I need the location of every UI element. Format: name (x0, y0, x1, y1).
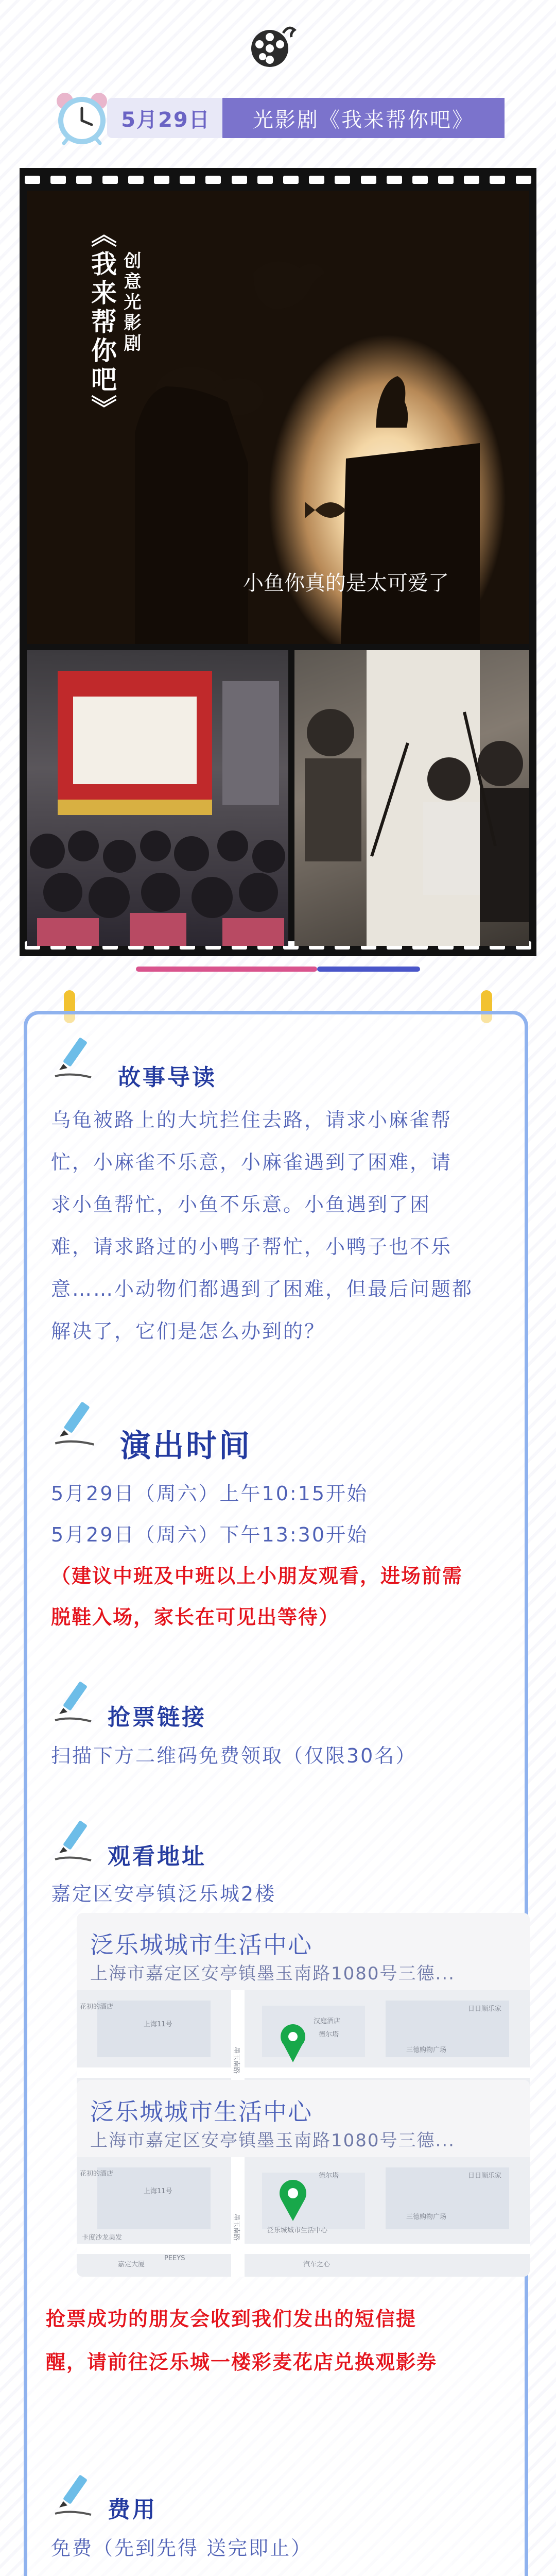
entry-notice: （建议中班及中班以上小朋友观看，进场前需 脱鞋入场，家长在可见出等待） (51, 1565, 463, 1629)
fee-text: 免费（先到先得 送完即止） (51, 2537, 312, 2560)
poster-caption: 小鱼你真的是太可爱了 (243, 571, 449, 595)
map-card-1[interactable] (77, 1913, 530, 2098)
svg-text:日日顺乐家: 日日顺乐家 (468, 2005, 502, 2013)
shadow-play-poster-image (27, 191, 529, 644)
fee-title: 费用 (108, 2497, 157, 2523)
svg-text:墨玉南路: 墨玉南路 (232, 2047, 240, 2074)
event-info-card (24, 1011, 528, 2576)
svg-text:泛乐城城市生活中心: 泛乐城城市生活中心 (267, 2227, 328, 2234)
showtime-list: 5月29日（周六）上午10:15开始 5月29日（周六）下午13:30开始 (51, 1482, 369, 1546)
tickets-text: 扫描下方二维码免费领取（仅限30名） (51, 1744, 417, 1767)
performers-backstage-photo (294, 650, 529, 946)
divider-pink (136, 967, 317, 972)
pencil-icon (53, 1818, 95, 1865)
pencil-icon (53, 1035, 95, 1081)
map-venue-address: 上海市嘉定区安亭镇墨玉南路1080号三德... (90, 1963, 455, 1984)
svg-text:PEEYS: PEEYS (164, 2255, 185, 2262)
svg-text:日日顺乐家: 日日顺乐家 (468, 2172, 502, 2180)
map-venue-name: 泛乐城城市生活中心 (90, 1931, 312, 1959)
pencil-icon (53, 1679, 95, 1725)
story-text: 乌龟被路上的大坑拦住去路，请求小麻雀帮 忙，小麻雀不乐意，小麻雀遇到了困难，请 求小鱼帮忙，小鱼不乐意。小鱼遇到了困 难，请求路过的小鸭子帮忙，小鸭子也不乐 意……小动物们都遇到了困难，但最后问题都 解决了，它们是怎么办到的？ (51, 1109, 474, 1343)
svg-text:汽车之心: 汽车之心 (303, 2261, 331, 2268)
sms-exchange-notice: 抢票成功的朋友会收到我们发出的短信提 醒，请前往泛乐城一楼彩麦花店兑换观影券 (46, 2308, 438, 2374)
date-badge: 5月29日 (107, 98, 224, 138)
svg-text:墨玉南路: 墨玉南路 (232, 2214, 240, 2241)
tickets-title: 抢票链接 (108, 1704, 206, 1731)
svg-text:汉庭酒店: 汉庭酒店 (314, 2018, 341, 2025)
svg-text:德尔塔: 德尔塔 (319, 2031, 339, 2039)
show-title: 光影剧《我来帮你吧》 (222, 98, 505, 138)
svg-text:花初的酒店: 花初的酒店 (80, 2003, 114, 2011)
venue-address-text: 嘉定区安亭镇泛乐城2楼 (51, 1883, 276, 1905)
filmstrip-gallery (20, 168, 536, 956)
svg-text:卡度沙龙美发: 卡度沙龙美发 (82, 2234, 123, 2242)
venue-title: 观看地址 (108, 1843, 206, 1870)
poster-vertical-subtitle: 创意光影剧 (120, 251, 141, 354)
svg-text:上海11号: 上海11号 (144, 2188, 172, 2195)
audience-stage-photo (27, 650, 288, 946)
svg-text:三德购物广场: 三德购物广场 (406, 2213, 447, 2221)
story-title: 故事导读 (118, 1064, 217, 1091)
svg-text:嘉定大厦: 嘉定大厦 (118, 2261, 145, 2268)
map-venue-name: 泛乐城城市生活中心 (90, 2098, 312, 2126)
map-card-2[interactable] (77, 2080, 530, 2277)
svg-text:三德购物广场: 三德购物广场 (406, 2046, 447, 2054)
poster-vertical-title: 《我来帮你吧》 (87, 222, 117, 423)
date-title-row (51, 88, 505, 149)
showtime-title: 演出时间 (120, 1428, 252, 1464)
film-reel-icon (246, 20, 300, 73)
svg-text:花初的酒店: 花初的酒店 (80, 2170, 114, 2178)
pencil-icon (53, 1396, 98, 1452)
film-perforations-top (20, 171, 536, 189)
map-preview (77, 2157, 530, 2277)
alarm-clock-icon (51, 88, 112, 148)
divider-blue (317, 967, 420, 972)
map-venue-address: 上海市嘉定区安亭镇墨玉南路1080号三德... (90, 2130, 455, 2151)
pencil-icon (53, 2472, 95, 2519)
svg-text:德尔塔: 德尔塔 (319, 2172, 339, 2180)
svg-text:上海11号: 上海11号 (144, 2021, 172, 2028)
